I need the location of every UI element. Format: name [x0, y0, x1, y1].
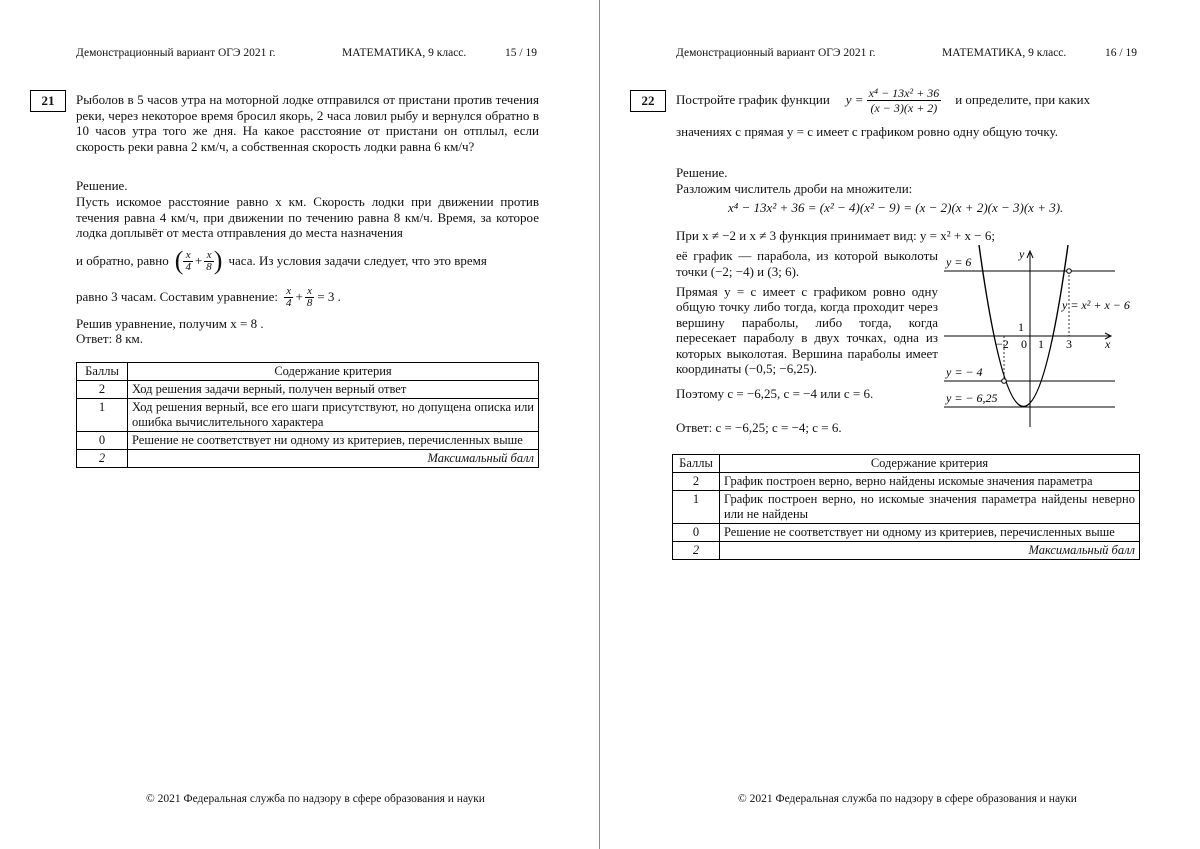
header-page: 16 / 19: [1105, 47, 1137, 59]
tick-label-0: 0: [1021, 337, 1027, 351]
header-subject: МАТЕМАТИКА, 9 класс.: [342, 47, 467, 59]
table-header-row: [673, 455, 1140, 473]
footer: © 2021 Федеральная служба по надзору в сфере образования и науки: [738, 793, 1077, 805]
solution-title: Решение.: [676, 165, 728, 180]
paren-open: (: [174, 246, 184, 275]
task-number: 22: [630, 90, 666, 112]
table-row: 0 Решение не соответствует ни одному из критериев, перечисленных выше: [77, 432, 539, 450]
label-y-minus-4: y = − 4: [946, 365, 983, 379]
task-text: Рыболов в 5 часов утра на моторной лодке отправился от пристани против течения реки, через некоторое время бросил якорь, 2 часа ловил рыбу и вернулся обратно в 10 часов утра того же дня. На какое расстояние от пристани он отплыл, если скорость реки равна 2 км/ч, а собственная скорость лодки равна 6 км/ч?: [76, 92, 539, 154]
label-y-minus-625: y = − 6,25: [946, 391, 998, 405]
fraction-x-4: $\frac{x}{4}$: [185, 248, 191, 273]
punctured-point-minus2: [1002, 379, 1007, 384]
table-header-row: [77, 363, 539, 381]
tick-label-3: 3: [1066, 337, 1072, 351]
header-doc: Демонстрационный вариант ОГЭ 2021 г.: [676, 47, 876, 59]
tick-label-minus2: −2: [996, 337, 1009, 351]
solution-paragraph-4: Решив уравнение, получим x = 8 .: [76, 316, 264, 331]
solution-paragraph-1: Пусть искомое расстояние равно x км. Скорость лодки при движении против течения равна 4 км/ч, при движении по течению равна 8 км/ч. Время, за которое лодка доплывёт от места отправления до места назначения: [76, 194, 539, 240]
table-row: 1 График построен верно, но искомые значения параметра найдены неверно или не найдены: [673, 491, 1140, 524]
label-x-axis: x: [1105, 337, 1111, 351]
table-row: 1 Ход решения верный, все его шаги присутствуют, но допущена описка или ошибка вычислительного характера: [77, 399, 539, 432]
page-16: [600, 0, 1200, 849]
header-criteria: Содержание критерия: [128, 363, 539, 381]
header-criteria: Содержание критерия: [720, 455, 1140, 473]
punctured-point-3: [1067, 269, 1072, 274]
task-function-fraction: $\frac{\text{x⁴ − 13x² + 36}}{(x - 3)(x + 2)}$: [868, 85, 940, 115]
header-points: Баллы: [77, 363, 128, 381]
header-points: Баллы: [673, 455, 720, 473]
solution-line-4: её график — парабола, из которой выколоты точки (−2; −4) и (3; 6).: [676, 248, 938, 279]
label-y-axis: y: [1019, 247, 1025, 261]
solution-paragraph-3: равно 3 часам. Составим уравнение: $\frac{x}{4}$ + $\frac{x}{8}$ = 3 .: [76, 284, 341, 309]
header-doc: Демонстрационный вариант ОГЭ 2021 г.: [76, 47, 276, 59]
solution-title: Решение.: [76, 178, 128, 193]
solution-p2-end: часа. Из условия задачи следует, что это время: [228, 253, 487, 268]
answer: Ответ: 8 км.: [76, 331, 143, 346]
solution-factorization: x⁴ − 13x² + 36 = (x² − 4)(x² − 9) = (x − 2)(x + 2)(x − 3)(x + 3).: [728, 200, 1064, 215]
task-text-line-2: значениях c прямая y = c имеет с графиком ровно одну общую точку.: [676, 124, 1058, 139]
task-number: 21: [30, 90, 66, 112]
criteria-table: [672, 454, 1140, 560]
solution-line-1: Разложим числитель дроби на множители:: [676, 181, 913, 196]
solution-line-3: При x ≠ −2 и x ≠ 3 функция принимает вид: y = x² + x − 6;: [676, 228, 995, 243]
table-row: 2 Максимальный балл: [673, 542, 1140, 560]
tick-label-y1: 1: [1018, 320, 1024, 334]
table-row: 2 Ход решения задачи верный, получен верный ответ: [77, 381, 539, 399]
table-row: 2 Максимальный балл: [77, 450, 539, 468]
header-subject: МАТЕМАТИКА, 9 класс.: [942, 47, 1067, 59]
answer: Ответ: c = −6,25; c = −4; c = 6.: [676, 420, 842, 435]
solution-paragraph-2: и обратно, равно ( $\frac{x}{4}$ + $\frac{x}{8}$ ) часа. Из условия задачи следует, что это время: [76, 246, 487, 275]
criteria-table: [76, 362, 539, 468]
footer: © 2021 Федеральная служба по надзору в сфере образования и науки: [146, 793, 485, 805]
label-y-6: y = 6: [946, 255, 972, 269]
solution-line-5: Прямая y = c имеет с графиком ровно одну общую точку либо тогда, когда проходит через вершину параболы, либо тогда, когда пересекает параболу в двух точках, одна из которых выколотая. Вершина параболы имеет координаты (−0,5; −6,25).: [676, 284, 938, 377]
table-row: 0 Решение не соответствует ни одному из критериев, перечисленных выше: [673, 524, 1140, 542]
solution-line-6: Поэтому c = −6,25, c = −4 или c = 6.: [676, 386, 874, 401]
tick-label-1: 1: [1038, 337, 1044, 351]
table-row: 2 График построен верно, верно найдены искомые значения параметра: [673, 473, 1140, 491]
solution-p2-start: и обратно, равно: [76, 253, 169, 268]
header-page: 15 / 19: [505, 47, 537, 59]
task-text-line-1: Постройте график функции y = $\frac{\text{x⁴ − 13x² + 36}}{(x - 3)(x + 2)}$ и определите, при каких: [676, 85, 1091, 115]
paren-close: ): [213, 246, 223, 275]
parabola-graph: [940, 245, 1140, 430]
label-parabola: y = x² + x − 6: [1062, 298, 1130, 312]
eq-fraction-x-4: $\frac{x}{4}$: [285, 284, 292, 309]
eq-fraction-x-8: $\frac{x}{8}$: [306, 284, 313, 309]
fraction-x-8: $\frac{x}{8}$: [206, 248, 212, 273]
